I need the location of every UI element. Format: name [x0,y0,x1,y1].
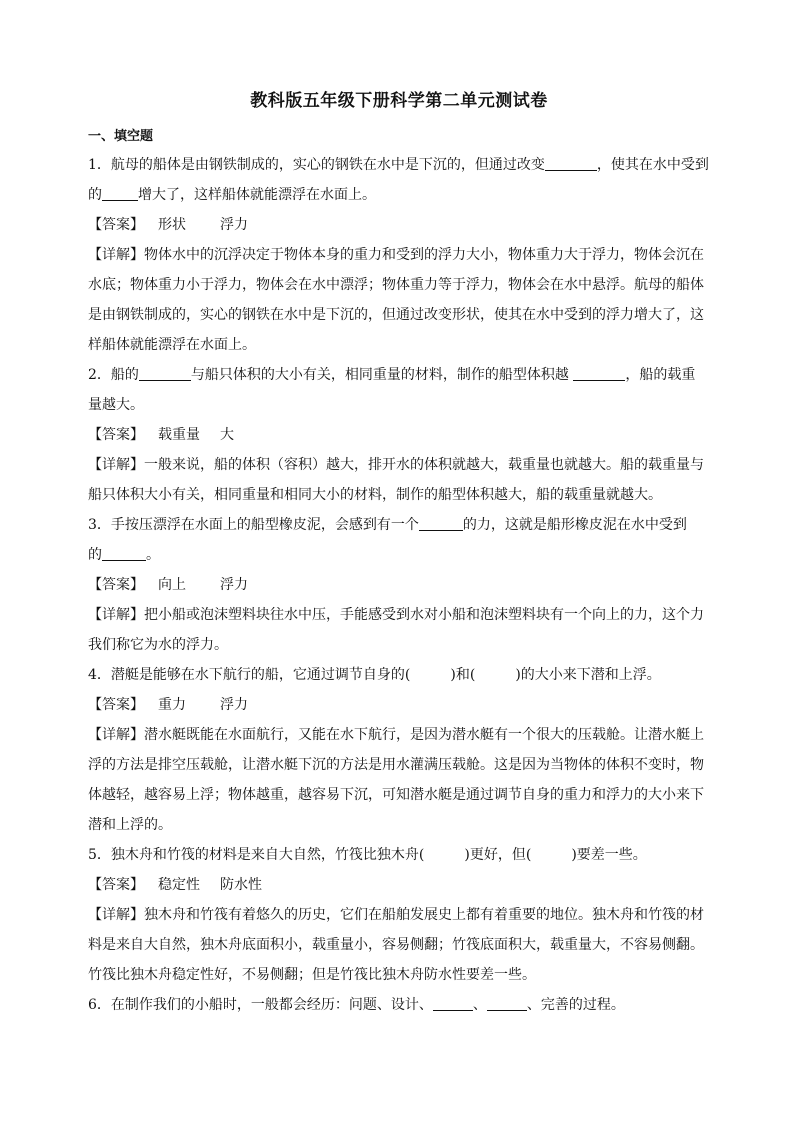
question-5-text: )更好，但( [464,847,532,863]
question-5-line-1 [88,840,710,870]
question-4-text: 4．潜艇是能够在水下航行的船，它通过调节自身的( [88,667,411,683]
answer-line-1 [88,210,710,240]
question-3-line-1 [88,510,710,540]
detail-line: 体越轻，越容易上浮；物体越重，越容易下沉，可知潜水艇是通过调节自身的重力和浮力的大小来下 [88,787,704,803]
answer-blank [102,544,146,561]
answer-value: 向上 [158,577,186,593]
detail-text: 物体水中的沉浮决定于物体本身的重力和受到的浮力大小，物体重力大于浮力，物体会沉在 [144,247,704,263]
answer-value: 大 [220,427,234,443]
question-5-text: 5．独木舟和竹筏的材料是来自大自然，竹筏比独木舟( [88,847,425,863]
answer-blank [545,154,597,171]
question-1-line-1 [88,150,710,180]
question-6-text: 6．在制作我们的小船时，一般都会经历：问题、设计、 [88,997,433,1013]
question-3-text: 的 [88,547,102,563]
answer-blank [139,364,191,381]
detail-line [88,720,710,750]
detail-line: 竹筏比独木舟稳定性好，不易侧翻；但是竹筏比独木舟防水性要差一些。 [88,967,536,983]
detail-text: 独木舟和竹筏有着悠久的历史，它们在船舶发展史上都有着重要的地位。独木舟和竹筏的材 [144,907,704,923]
answer-blank [433,994,473,1011]
question-2-line-1 [88,360,710,390]
answer-value: 防水性 [220,877,262,893]
question-1-line-2 [88,180,710,210]
question-1-text: ，使其在水中受到 [596,157,709,173]
answer-label: 【答案】 [88,217,144,233]
answer-label: 【答案】 [88,877,144,893]
page-title: 教科版五年级下册科学第二单元测试卷 [250,91,548,111]
answer-blank [573,364,625,381]
question-3-text: 。 [146,547,160,563]
question-6-line-1 [88,990,710,1020]
detail-label: 【详解】 [88,457,144,473]
answer-value: 形状 [158,217,186,233]
document-page [88,78,710,1020]
detail-line: 潜和上浮的。 [88,817,172,833]
question-4-line-1 [88,660,710,690]
answer-line-4 [88,690,710,720]
question-4-text: )的大小来下潜和上浮。 [515,667,661,683]
answer-line-2 [88,420,710,450]
detail-label: 【详解】 [88,907,144,923]
detail-line: 浮的方法是排空压载舱，让潜水艇下沉的方法是用水灌满压载舱。这是因为当物体的体积不变时，物 [88,757,704,773]
answer-value: 载重量 [158,427,200,443]
question-1-text: 的 [88,187,102,203]
question-2-text: 与船只体积的大小有关，相同重量的材料，制作的船型体积越 [190,367,574,383]
detail-text: 潜水艇既能在水面航行，又能在水下航行，是因为潜水艇有一个很大的压载舱。让潜水艇上 [144,727,704,743]
detail-line: 料是来自大自然，独木舟底面积小，载重量小，容易侧翻；竹筏底面积大，载重量大，不容易侧翻。 [88,937,704,953]
question-3-text: 的力，这就是船形橡皮泥在水中受到 [462,517,687,533]
detail-text: 把小船或泡沫塑料块往水中压，手能感受到水对小船和泡沫塑料块有一个向上的力，这个力 [144,607,704,623]
question-4-text: )和( [450,667,476,683]
question-3-line-2 [88,540,710,570]
detail-text: 一般来说，船的体积（容积）越大，排开水的体积就越大，载重量也就越大。船的载重量与 [144,457,704,473]
question-5-text: )要差一些。 [571,847,647,863]
question-2-text: ，船的载重 [625,367,696,383]
question-2-line-2: 量越大。 [88,397,144,413]
answer-line-5 [88,870,710,900]
detail-line: 是由钢铁制成的，实心的钢铁在水中是下沉的，但通过改变形状，使其在水中受到的浮力增大了，这 [88,307,704,323]
answer-label: 【答案】 [88,697,144,713]
detail-line: 船只体积大小有关，相同重量和相同大小的材料，制作的船型体积越大，船的载重量就越大。 [88,487,662,503]
question-3-text: 3．手按压漂浮在水面上的船型橡皮泥，会感到有一个 [88,517,419,533]
answer-value: 浮力 [220,217,248,233]
detail-line [88,450,710,480]
detail-line [88,240,710,270]
answer-blank [102,184,138,201]
detail-label: 【详解】 [88,247,144,263]
detail-line: 水底；物体重力小于浮力，物体会在水中漂浮；物体重力等于浮力，物体会在水中悬浮。航母的船体 [88,277,704,293]
question-2-text: 2．船的 [88,367,139,383]
answer-value: 重力 [158,697,186,713]
answer-value: 浮力 [220,697,248,713]
detail-label: 【详解】 [88,727,144,743]
answer-line-3 [88,570,710,600]
answer-label: 【答案】 [88,427,144,443]
answer-value: 浮力 [220,577,248,593]
answer-label: 【答案】 [88,577,144,593]
question-6-text: 、完善的过程。 [526,997,625,1013]
detail-label: 【详解】 [88,607,144,623]
detail-line: 样船体就能漂浮在水面上。 [88,337,256,353]
answer-blank [487,994,527,1011]
question-1-text: 增大了，这样船体就能漂浮在水面上。 [138,187,376,203]
answer-blank [419,514,463,531]
detail-line: 我们称它为水的浮力。 [88,637,228,653]
detail-line [88,600,710,630]
question-6-text: 、 [472,997,487,1013]
answer-value: 稳定性 [158,877,200,893]
section-heading: 一、填空题 [88,129,154,144]
detail-line [88,900,710,930]
question-1-text: 1．航母的船体是由钢铁制成的，实心的钢铁在水中是下沉的，但通过改变 [88,157,545,173]
